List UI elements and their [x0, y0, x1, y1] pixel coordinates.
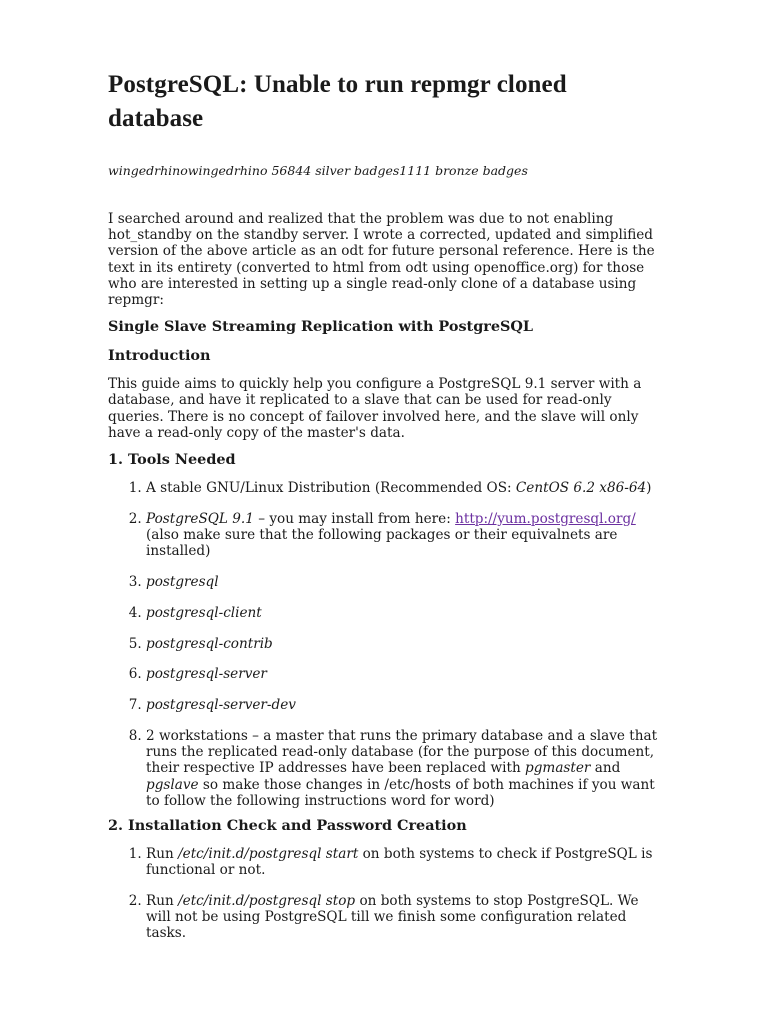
package-name: postgresql-server-dev — [146, 697, 296, 714]
master-host: pgmaster — [525, 760, 591, 777]
document-page — [108, 68, 660, 950]
package-name: postgresql-client — [146, 604, 262, 621]
author-byline: wingedrhinowingedrhino 56844 silver badges1111 bronze badges — [108, 163, 528, 178]
item-text: A stable GNU/Linux Distribution (Recommended OS: — [146, 480, 516, 497]
introduction-heading: Introduction — [108, 347, 211, 365]
list-item — [146, 480, 660, 496]
installation-check-list — [108, 846, 660, 942]
item-tail: so make those changes in /etc/hosts of both machines if you want to follow the following instructions word for word) — [146, 776, 655, 809]
intro-paragraph: I searched around and realized that the problem was due to not enabling hot_standby on the standby server. I wrote a corrected, updated and simplified version of the above article as an odt for future personal reference. Here is the text in its entirety (converted to html from odt using openoffice.org) for those who are interested in setting up a single read-only clone of a database using repmgr: — [108, 211, 655, 309]
recommended-os: CentOS 6.2 x86-64 — [515, 480, 647, 497]
item-tail: (also make sure that the following packages or their equivalnets are installed) — [146, 527, 618, 560]
item-text: 2 workstations – a master that runs the primary database and a slave that runs the replicated read-only database (for the purpose of this document, their respective IP addresses have been replaced with — [146, 728, 658, 777]
list-item — [146, 728, 660, 809]
document-title: PostgreSQL: Unable to run repmgr cloned database — [108, 71, 567, 132]
start-command: /etc/init.d/postgresql start — [178, 846, 359, 863]
stop-command: /etc/init.d/postgresql stop — [178, 893, 356, 910]
list-item — [146, 846, 660, 878]
item-tail: on both systems to check if PostgreSQL is functional or not. — [146, 846, 653, 879]
item-tail: ) — [646, 480, 652, 497]
item-tail: on both systems to stop PostgreSQL. We will not be using PostgreSQL till we finish some configuration related tasks. — [146, 893, 639, 942]
tools-needed-list — [108, 480, 660, 809]
list-item — [146, 574, 660, 590]
list-item — [146, 666, 660, 682]
postgresql-version: PostgreSQL 9.1 — [146, 510, 254, 527]
item-pre: Run — [146, 893, 179, 910]
item-mid: and — [590, 760, 621, 777]
list-item — [146, 697, 660, 713]
guide-heading: Single Slave Streaming Replication with PostgreSQL — [108, 318, 534, 336]
slave-host: pgslave — [146, 776, 199, 793]
list-item — [146, 605, 660, 621]
section-1-heading: 1. Tools Needed — [108, 451, 236, 469]
introduction-paragraph: This guide aims to quickly help you configure a PostgreSQL 9.1 server with a database, and have it replicated to a slave that can be used for read-only queries. There is no concept of failover involved here, and the slave will only have a read-only copy of the master's data. — [108, 376, 642, 441]
section-2-heading: 2. Installation Check and Password Creation — [108, 817, 467, 835]
package-name: postgresql-contrib — [146, 635, 273, 652]
item-pre: Run — [146, 846, 179, 863]
list-item — [146, 893, 660, 942]
item-text: – you may install from here: — [253, 510, 456, 527]
package-name: postgresql — [146, 574, 219, 591]
list-item — [146, 636, 660, 652]
list-item — [146, 511, 660, 560]
package-name: postgresql-server — [146, 666, 267, 683]
yum-repo-link[interactable]: http://yum.postgresql.org/ — [455, 510, 636, 527]
